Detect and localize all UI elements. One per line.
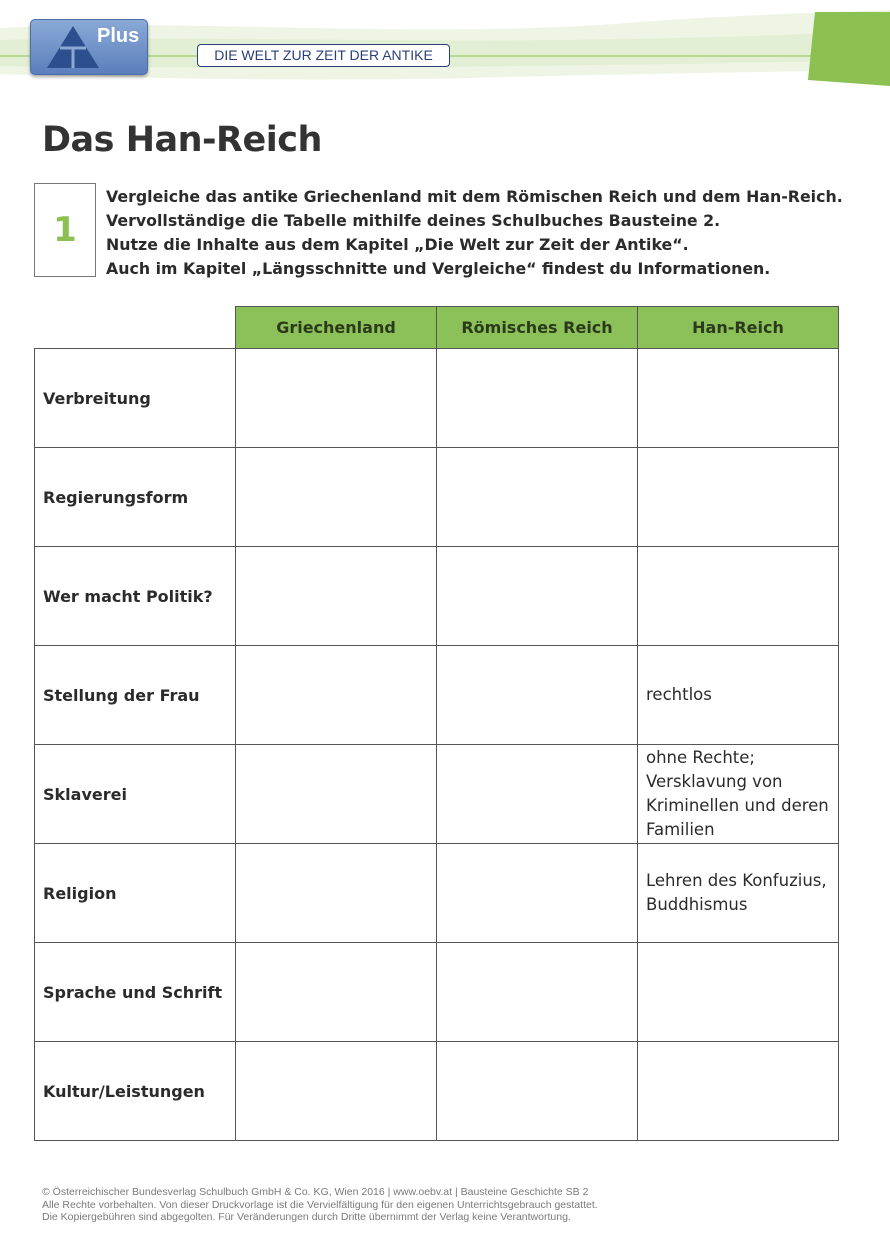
instruction-line: Nutze die Inhalte aus dem Kapitel „Die Welt zur Zeit der Antike“. <box>106 235 689 254</box>
task-number-box <box>34 183 96 277</box>
answer-cell[interactable] <box>638 547 839 646</box>
answer-cell[interactable] <box>236 646 437 745</box>
answer-cell[interactable] <box>638 448 839 547</box>
table-row <box>35 448 839 547</box>
task-instructions <box>106 185 876 281</box>
footer-line <box>42 1186 598 1199</box>
answer-cell[interactable] <box>437 745 638 844</box>
answer-cell[interactable] <box>638 349 839 448</box>
answer-cell[interactable] <box>236 745 437 844</box>
row-label: Sklaverei <box>35 745 236 844</box>
answer-cell[interactable] <box>437 646 638 745</box>
task-number: 1 <box>53 210 77 250</box>
row-label: Wer macht Politik? <box>35 547 236 646</box>
column-header: Griechenland <box>236 307 437 349</box>
instruction-line: Auch im Kapitel „Längsschnitte und Vergleiche“ findest du Informationen. <box>106 259 771 278</box>
instruction-line: Vergleiche das antike Griechenland mit dem Römischen Reich und dem Han-Reich. <box>106 187 843 206</box>
table-header-row <box>35 307 839 349</box>
answer-cell[interactable] <box>236 1042 437 1141</box>
answer-cell[interactable] <box>437 448 638 547</box>
table-row <box>35 943 839 1042</box>
table-corner <box>35 307 236 349</box>
copyright-footer <box>42 1186 598 1224</box>
table-row <box>35 646 839 745</box>
row-label: Regierungsform <box>35 448 236 547</box>
column-header: Römisches Reich <box>437 307 638 349</box>
answer-cell[interactable] <box>236 844 437 943</box>
answer-cell[interactable]: ohne Rechte; Versklavung von Kriminellen und deren Familien <box>638 745 839 844</box>
publisher-link[interactable]: www.oebv.at <box>393 1186 453 1198</box>
table-row <box>35 547 839 646</box>
answer-cell[interactable] <box>437 844 638 943</box>
answer-cell[interactable] <box>236 547 437 646</box>
pyramid-icon <box>43 24 103 70</box>
logo-text: Plus <box>97 25 140 47</box>
column-header: Han-Reich <box>638 307 839 349</box>
answer-cell[interactable] <box>437 547 638 646</box>
footer-text: | Bausteine Geschichte SB 2 <box>452 1186 589 1198</box>
answer-cell[interactable]: Lehren des Konfuzius, Buddhismus <box>638 844 839 943</box>
row-label: Verbreitung <box>35 349 236 448</box>
row-label: Kultur/Leistungen <box>35 1042 236 1141</box>
answer-cell[interactable] <box>437 1042 638 1141</box>
row-label: Stellung der Frau <box>35 646 236 745</box>
section-label: DIE WELT ZUR ZEIT DER ANTIKE <box>197 44 450 67</box>
publisher-logo <box>30 19 148 75</box>
answer-cell[interactable] <box>437 943 638 1042</box>
comparison-table <box>34 306 839 1141</box>
footer-line: Die Kopiergebühren sind abgegolten. Für Veränderungen durch Dritte übernimmt der Verlag keine Verantwortung. <box>42 1211 571 1223</box>
table-row <box>35 1042 839 1141</box>
footer-text: © Österreichischer Bundesverlag Schulbuch GmbH & Co. KG, Wien 2016 | <box>42 1186 394 1198</box>
table-row <box>35 844 839 943</box>
table-row <box>35 745 839 844</box>
answer-cell[interactable] <box>236 448 437 547</box>
answer-cell[interactable] <box>236 349 437 448</box>
page-title: Das Han-Reich <box>42 120 322 160</box>
table-row <box>35 349 839 448</box>
answer-cell[interactable] <box>437 349 638 448</box>
instruction-line: Vervollständige die Tabelle mithilfe deines Schulbuches Bausteine 2. <box>106 211 721 230</box>
answer-cell[interactable]: rechtlos <box>638 646 839 745</box>
row-label: Religion <box>35 844 236 943</box>
answer-cell[interactable] <box>236 943 437 1042</box>
answer-cell[interactable] <box>638 943 839 1042</box>
footer-line: Alle Rechte vorbehalten. Von dieser Druckvorlage ist die Vervielfältigung für den eigenen Unterrichtsgebrauch gestattet. <box>42 1198 598 1211</box>
row-label: Sprache und Schrift <box>35 943 236 1042</box>
answer-cell[interactable] <box>638 1042 839 1141</box>
